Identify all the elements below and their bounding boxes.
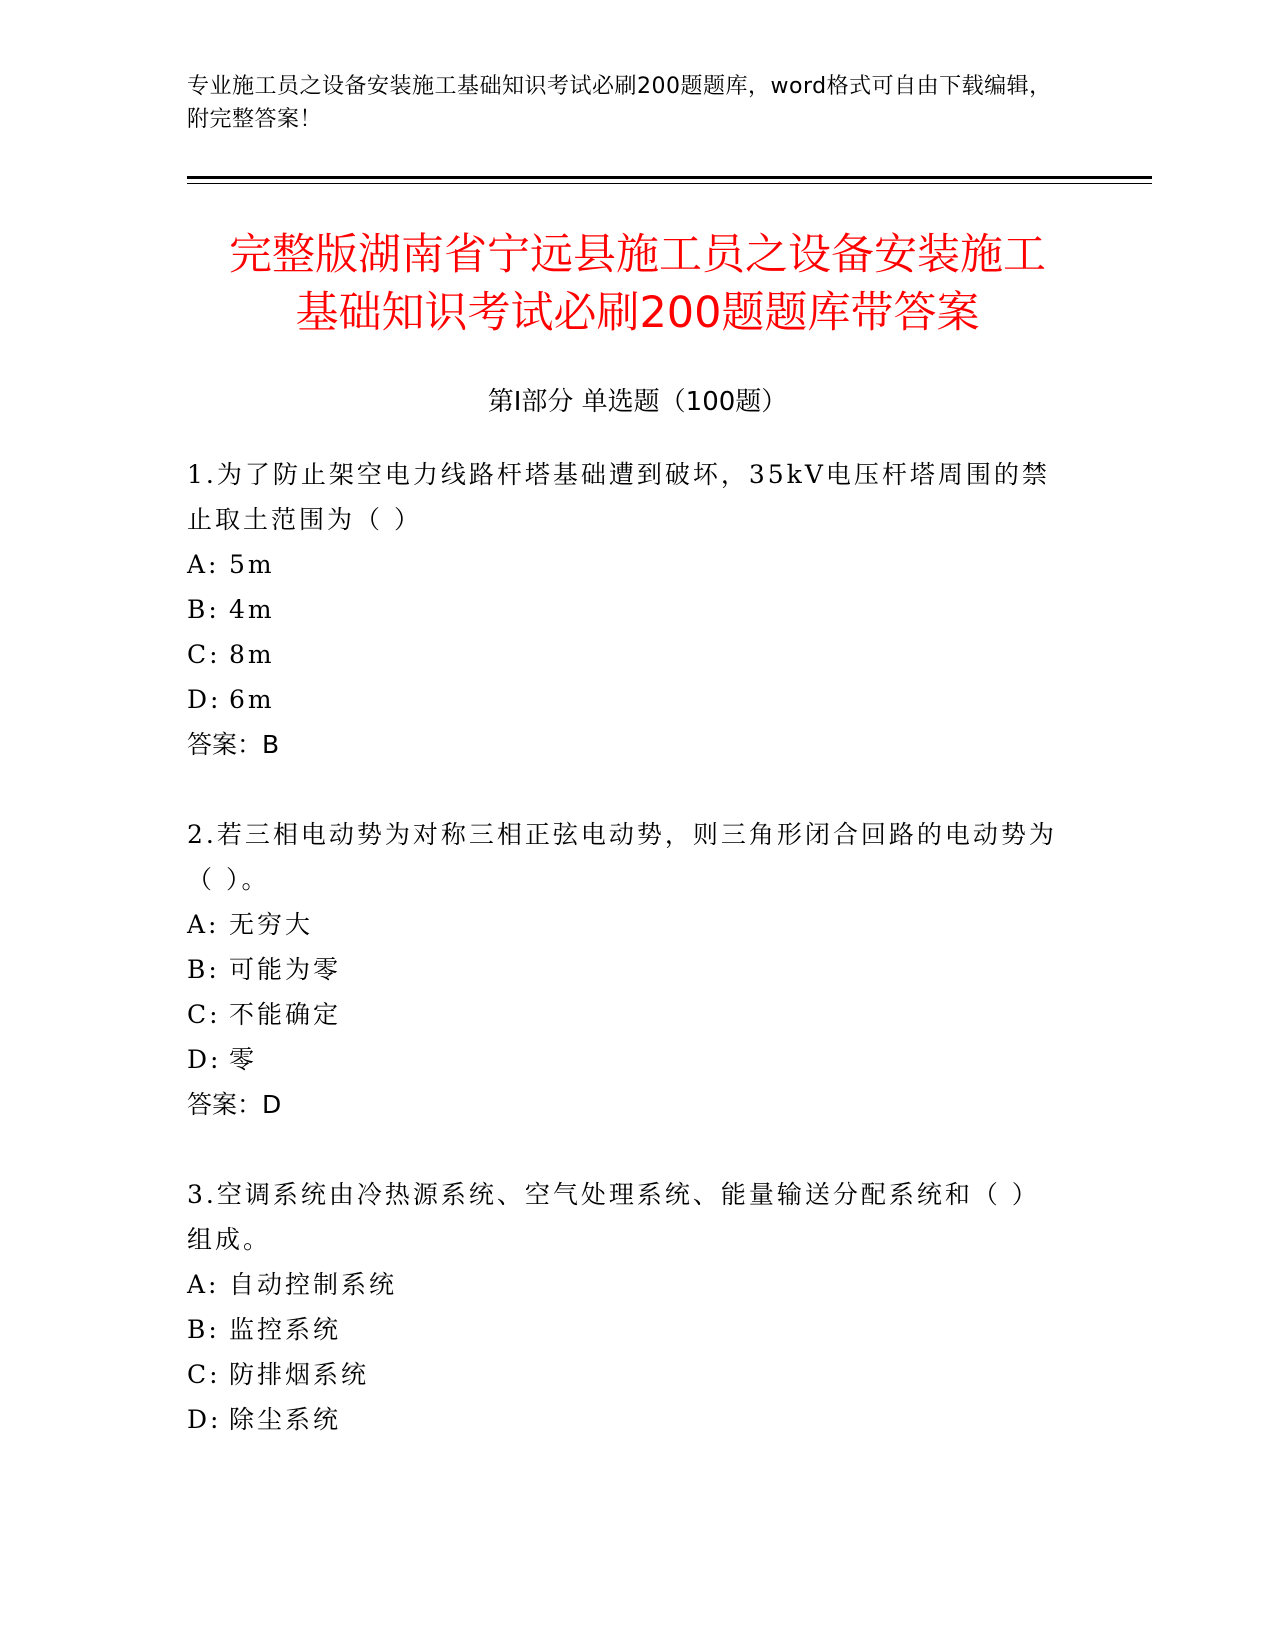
option-d — [187, 677, 1067, 722]
question-1 — [187, 452, 1067, 767]
option-key: D: — [187, 685, 222, 714]
option-b — [187, 947, 1067, 992]
option-d — [187, 1037, 1067, 1082]
option-key: C: — [187, 1360, 221, 1389]
option-key: A: — [187, 1270, 220, 1299]
option-d — [187, 1397, 1067, 1442]
option-a — [187, 542, 1067, 587]
option-key: D: — [187, 1405, 222, 1434]
option-text: 可能为零 — [229, 955, 342, 984]
document-title-line-2: 基础知识考试必刷200题题库带答案 — [295, 288, 980, 338]
question-stem: 2.若三相电动势为对称三相正弦电动势，则三角形闭合回路的电动势为（ ）。 — [187, 820, 1057, 894]
option-key: B: — [187, 595, 220, 624]
option-text: 自动控制系统 — [229, 1270, 398, 1299]
answer: 答案：B — [187, 730, 280, 759]
option-text: 5m — [229, 550, 275, 579]
option-text: 防排烟系统 — [229, 1360, 370, 1389]
option-text: 无穷大 — [229, 910, 314, 939]
header-rule-thin — [187, 183, 1152, 184]
question-2 — [187, 812, 1067, 1127]
option-a — [187, 1262, 1067, 1307]
option-key: C: — [187, 640, 221, 669]
section-title: 第Ⅰ部分 单选题（100题） — [487, 387, 788, 417]
option-c — [187, 992, 1067, 1037]
option-key: D: — [187, 1045, 222, 1074]
option-text: 6m — [229, 685, 275, 714]
question-3 — [187, 1172, 1067, 1442]
option-b — [187, 587, 1067, 632]
option-key: A: — [187, 550, 220, 579]
header-rule-thick — [187, 176, 1152, 179]
option-text: 不能确定 — [229, 1000, 342, 1029]
option-key: B: — [187, 955, 220, 984]
header-note: 专业施工员之设备安装施工基础知识考试必刷200题题库，word格式可自由下载编辑，附完整答案！ — [187, 74, 1052, 132]
option-c — [187, 1352, 1067, 1397]
answer: 答案：D — [187, 1090, 282, 1119]
option-text: 8m — [229, 640, 275, 669]
question-stem: 1.为了防止架空电力线路杆塔基础遭到破坏，35kV电压杆塔周围的禁止取土范围为（ ） — [187, 460, 1050, 534]
option-b — [187, 1307, 1067, 1352]
option-text: 监控系统 — [229, 1315, 342, 1344]
document-title-line-1: 完整版湖南省宁远县施工员之设备安装施工 — [229, 230, 1046, 280]
option-key: C: — [187, 1000, 221, 1029]
option-text: 4m — [229, 595, 275, 624]
option-a — [187, 902, 1067, 947]
option-text: 除尘系统 — [229, 1405, 342, 1434]
option-c — [187, 632, 1067, 677]
option-key: B: — [187, 1315, 220, 1344]
option-key: A: — [187, 910, 220, 939]
question-stem: 3.空调系统由冷热源系统、空气处理系统、能量输送分配系统和（ ）组成。 — [187, 1180, 1040, 1254]
document-title — [120, 226, 1155, 342]
option-text: 零 — [229, 1045, 258, 1074]
